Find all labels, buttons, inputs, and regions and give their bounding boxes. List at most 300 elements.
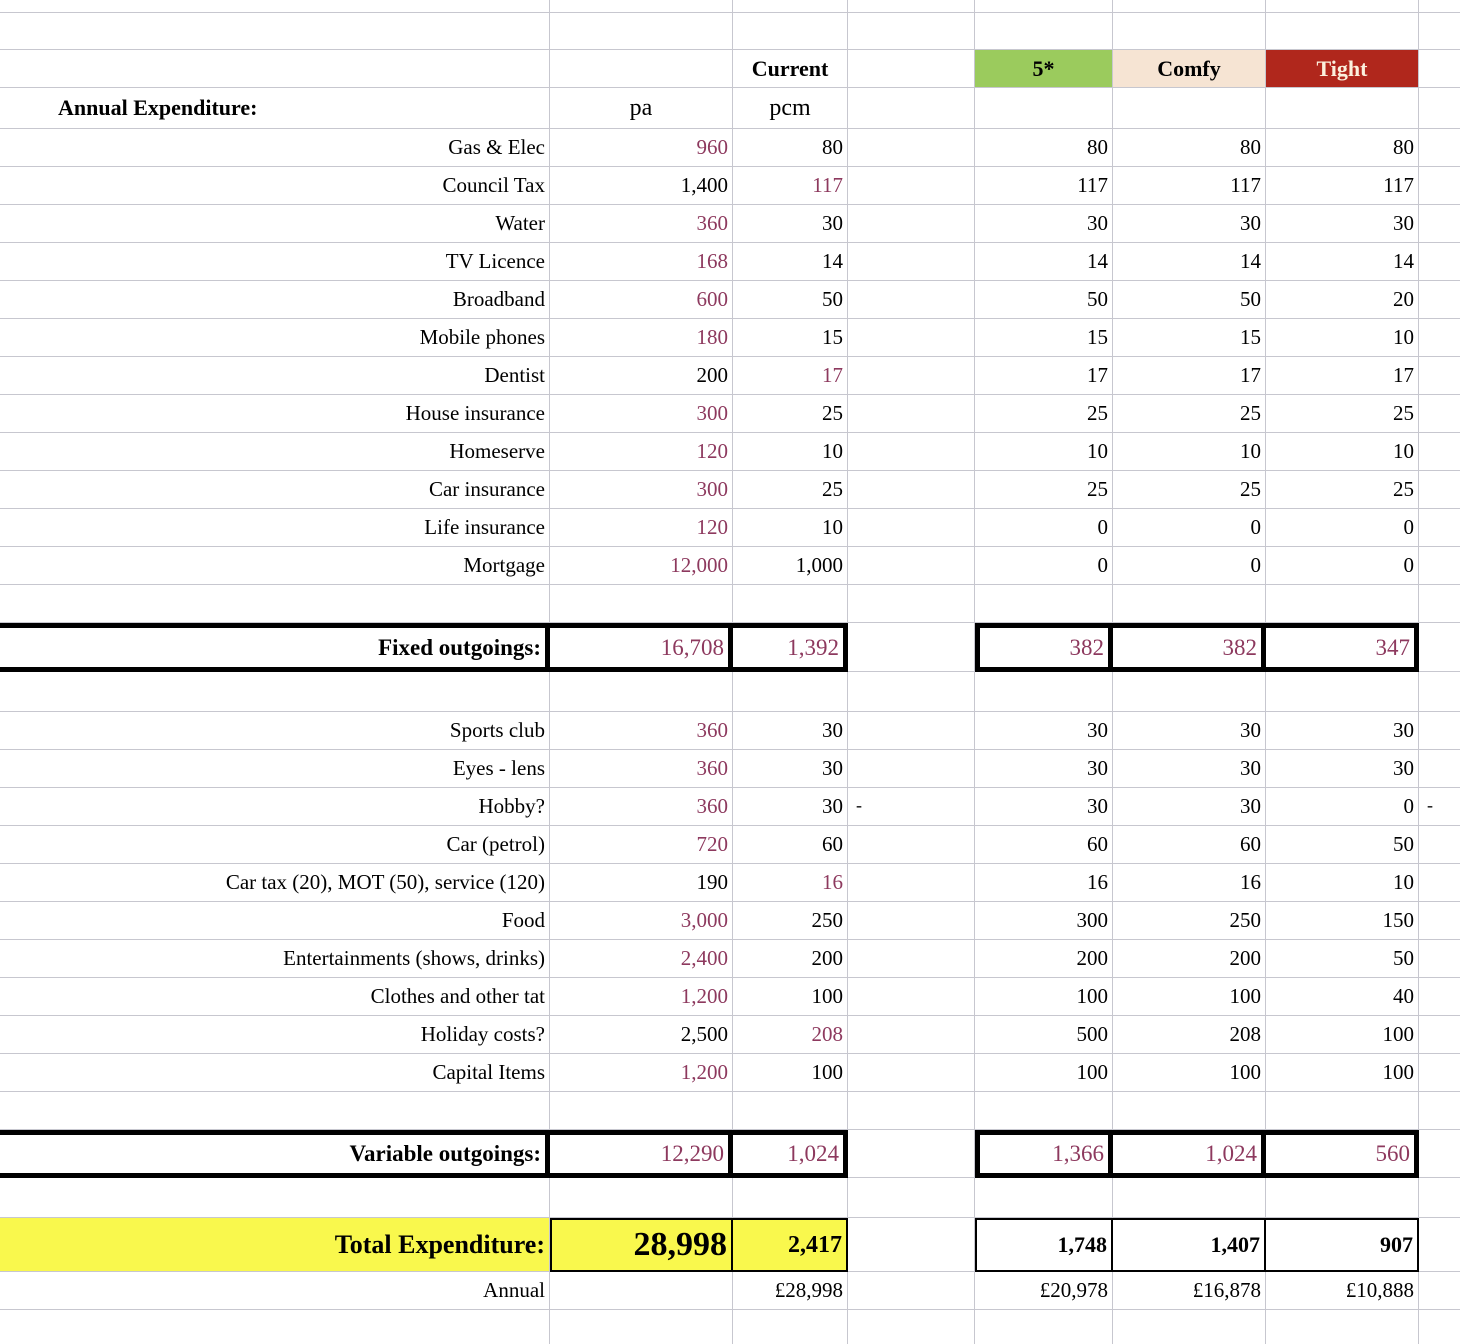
empty-cell	[1113, 13, 1266, 50]
expense-label[interactable]: Hobby?	[0, 788, 550, 826]
pcm-column-header[interactable]: pcm	[733, 88, 848, 129]
spacer-row	[0, 1310, 1460, 1344]
empty-cell	[1419, 750, 1460, 788]
scenario-5star-value[interactable]: 30	[975, 788, 1113, 826]
pcm-value[interactable]: 17	[733, 357, 848, 395]
expense-row	[0, 433, 1460, 471]
pcm-value[interactable]: 1,000	[733, 547, 848, 585]
empty-cell	[1419, 88, 1460, 129]
sheet-title[interactable]: Annual Expenditure:	[0, 88, 550, 129]
pcm-value[interactable]: 50	[733, 281, 848, 319]
empty-cell	[848, 243, 975, 281]
empty-cell	[1419, 471, 1460, 509]
pcm-value[interactable]: 25	[733, 395, 848, 433]
empty-cell	[1419, 585, 1460, 623]
scenario-5star-value[interactable]: 200	[975, 940, 1113, 978]
scenario-comfy-value[interactable]: 30	[1113, 205, 1266, 243]
pcm-value[interactable]: 30	[733, 205, 848, 243]
scenario-comfy-value[interactable]: 16	[1113, 864, 1266, 902]
pa-value[interactable]: 3,000	[550, 902, 733, 940]
pa-value[interactable]: 1,400	[550, 167, 733, 205]
pcm-value[interactable]: 30	[733, 750, 848, 788]
pa-value[interactable]: 200	[550, 357, 733, 395]
pa-value[interactable]: 2,400	[550, 940, 733, 978]
scenario-5star-value[interactable]: 100	[975, 978, 1113, 1016]
fixed-outgoings-label[interactable]: Fixed outgoings:	[0, 623, 550, 672]
scenario-tight-value[interactable]: 80	[1266, 129, 1419, 167]
pa-value[interactable]: 600	[550, 281, 733, 319]
annual-label[interactable]: Annual	[0, 1272, 550, 1310]
scenario-comfy-value[interactable]: 117	[1113, 167, 1266, 205]
total-pa[interactable]: 28,998	[550, 1218, 733, 1272]
scenario-comfy-value[interactable]: 100	[1113, 978, 1266, 1016]
scenario-comfy-value[interactable]: 250	[1113, 902, 1266, 940]
scenario-5star-value[interactable]: 15	[975, 319, 1113, 357]
expense-label[interactable]: Car insurance	[0, 471, 550, 509]
empty-cell	[975, 1310, 1113, 1344]
annual-pcm[interactable]: £28,998	[733, 1272, 848, 1310]
empty-cell	[0, 672, 550, 712]
scenario-tight-value[interactable]: 25	[1266, 471, 1419, 509]
variable-outgoings-row	[0, 1130, 1460, 1178]
pa-value[interactable]: 12,000	[550, 547, 733, 585]
empty-cell	[848, 623, 975, 672]
variable-outgoings-tight[interactable]: 560	[1266, 1130, 1419, 1178]
empty-cell	[848, 433, 975, 471]
empty-cell	[975, 1092, 1113, 1130]
scenario-comfy-value[interactable]: 30	[1113, 788, 1266, 826]
empty-cell	[848, 0, 975, 13]
empty-cell	[1419, 167, 1460, 205]
expense-label[interactable]: Car tax (20), MOT (50), service (120)	[0, 864, 550, 902]
empty-cell	[975, 585, 1113, 623]
scenario-tight-value[interactable]: 30	[1266, 712, 1419, 750]
scenario-tight-value[interactable]: 50	[1266, 826, 1419, 864]
expense-row	[0, 243, 1460, 281]
annual-5star[interactable]: £20,978	[975, 1272, 1113, 1310]
scenario-tight-value[interactable]: 20	[1266, 281, 1419, 319]
empty-cell	[848, 1310, 975, 1344]
spacer-row	[0, 1178, 1460, 1218]
scenario-5star-value[interactable]: 25	[975, 395, 1113, 433]
empty-cell	[1266, 585, 1419, 623]
scenario-tight-value[interactable]: 117	[1266, 167, 1419, 205]
empty-cell	[1419, 1272, 1460, 1310]
pa-value[interactable]: 300	[550, 471, 733, 509]
scenario-comfy-value[interactable]: 0	[1113, 547, 1266, 585]
empty-cell	[0, 1092, 550, 1130]
empty-cell	[848, 672, 975, 712]
empty-cell	[1419, 1130, 1460, 1178]
scenario-5star-value[interactable]: 100	[975, 1054, 1113, 1092]
pcm-value[interactable]: 250	[733, 902, 848, 940]
empty-cell	[848, 88, 975, 129]
empty-cell	[550, 50, 733, 88]
empty-cell	[1419, 50, 1460, 88]
scenario-5star-value[interactable]: 0	[975, 547, 1113, 585]
empty-cell	[848, 1054, 975, 1092]
empty-cell	[848, 1178, 975, 1218]
expense-label[interactable]: Entertainments (shows, drinks)	[0, 940, 550, 978]
empty-cell	[848, 281, 975, 319]
pa-column-header[interactable]: pa	[550, 88, 733, 129]
expense-label[interactable]: Gas & Elec	[0, 129, 550, 167]
scenario-comfy-value[interactable]: 30	[1113, 712, 1266, 750]
scenario-header-row	[0, 50, 1460, 88]
expense-row	[0, 509, 1460, 547]
pa-value[interactable]: 120	[550, 509, 733, 547]
expense-row	[0, 864, 1460, 902]
scenario-tight-value[interactable]: 0	[1266, 509, 1419, 547]
dash-mark[interactable]: -	[1419, 788, 1460, 826]
scenario-5star-value[interactable]: 17	[975, 357, 1113, 395]
expense-label[interactable]: Dentist	[0, 357, 550, 395]
pa-value[interactable]: 1,200	[550, 978, 733, 1016]
scenario-tight-value[interactable]: 0	[1266, 788, 1419, 826]
empty-cell	[848, 13, 975, 50]
empty-cell	[1113, 585, 1266, 623]
fixed-outgoings-pcm[interactable]: 1,392	[733, 623, 848, 672]
empty-cell	[1419, 13, 1460, 50]
empty-cell	[848, 864, 975, 902]
pa-value[interactable]: 180	[550, 319, 733, 357]
empty-cell	[550, 672, 733, 712]
spacer-row	[0, 0, 1460, 13]
empty-cell	[848, 357, 975, 395]
empty-cell	[1266, 1178, 1419, 1218]
empty-cell	[848, 1130, 975, 1178]
scenario-5star-value[interactable]: 0	[975, 509, 1113, 547]
scenario-comfy-value[interactable]: 14	[1113, 243, 1266, 281]
scenario-tight-value[interactable]: 50	[1266, 940, 1419, 978]
dash-mark[interactable]: -	[848, 788, 975, 826]
empty-cell	[1419, 129, 1460, 167]
scenario-comfy-value[interactable]: 25	[1113, 471, 1266, 509]
scenario-tight-value[interactable]: 0	[1266, 547, 1419, 585]
expense-row	[0, 319, 1460, 357]
scenario-tight-value[interactable]: 10	[1266, 433, 1419, 471]
pa-value[interactable]: 190	[550, 864, 733, 902]
expense-row	[0, 395, 1460, 433]
empty-cell	[1113, 1178, 1266, 1218]
empty-cell	[1266, 0, 1419, 13]
total-tight[interactable]: 907	[1266, 1218, 1419, 1272]
empty-cell	[1419, 1016, 1460, 1054]
empty-cell	[1419, 940, 1460, 978]
expense-row	[0, 205, 1460, 243]
empty-cell	[975, 13, 1113, 50]
empty-cell	[975, 1178, 1113, 1218]
empty-cell	[1266, 88, 1419, 129]
expense-label[interactable]: Food	[0, 902, 550, 940]
empty-cell	[1419, 1054, 1460, 1092]
expense-row	[0, 750, 1460, 788]
empty-cell	[550, 1092, 733, 1130]
variable-outgoings-5star[interactable]: 1,366	[975, 1130, 1113, 1178]
scenario-comfy-value[interactable]: 100	[1113, 1054, 1266, 1092]
expense-label[interactable]: Life insurance	[0, 509, 550, 547]
scenario-comfy-value[interactable]: 15	[1113, 319, 1266, 357]
scenario-comfy-value[interactable]: 60	[1113, 826, 1266, 864]
scenario-5star-value[interactable]: 500	[975, 1016, 1113, 1054]
empty-cell	[1113, 0, 1266, 13]
scenario-tight-value[interactable]: 150	[1266, 902, 1419, 940]
fixed-outgoings-tight[interactable]: 347	[1266, 623, 1419, 672]
empty-cell	[550, 585, 733, 623]
scenario-tight-value[interactable]: 100	[1266, 1016, 1419, 1054]
empty-cell	[975, 0, 1113, 13]
scenario-comfy-value[interactable]: 208	[1113, 1016, 1266, 1054]
pcm-value[interactable]: 30	[733, 788, 848, 826]
pcm-value[interactable]: 25	[733, 471, 848, 509]
fixed-outgoings-row	[0, 623, 1460, 672]
pa-value[interactable]: 360	[550, 788, 733, 826]
pcm-value[interactable]: 208	[733, 1016, 848, 1054]
scenario-tight-value[interactable]: 10	[1266, 864, 1419, 902]
expense-label[interactable]: Broadband	[0, 281, 550, 319]
pa-value[interactable]: 360	[550, 750, 733, 788]
empty-cell	[0, 50, 550, 88]
empty-cell	[848, 471, 975, 509]
expense-label[interactable]: Eyes - lens	[0, 750, 550, 788]
expense-label[interactable]: Water	[0, 205, 550, 243]
pa-value[interactable]: 120	[550, 433, 733, 471]
variable-outgoings-label[interactable]: Variable outgoings:	[0, 1130, 550, 1178]
expense-label[interactable]: Capital Items	[0, 1054, 550, 1092]
scenario-5star-header[interactable]: 5*	[975, 50, 1113, 88]
scenario-5star-value[interactable]: 60	[975, 826, 1113, 864]
variable-outgoings-pa[interactable]: 12,290	[550, 1130, 733, 1178]
empty-cell	[1113, 1310, 1266, 1344]
empty-cell	[848, 319, 975, 357]
scenario-comfy-value[interactable]: 200	[1113, 940, 1266, 978]
empty-cell	[848, 205, 975, 243]
empty-cell	[1419, 0, 1460, 13]
pcm-value[interactable]: 100	[733, 1054, 848, 1092]
empty-cell	[1419, 281, 1460, 319]
empty-cell	[848, 1272, 975, 1310]
total-comfy[interactable]: 1,407	[1113, 1218, 1266, 1272]
variable-outgoings-pcm[interactable]: 1,024	[733, 1130, 848, 1178]
annual-row	[0, 1272, 1460, 1310]
total-5star[interactable]: 1,748	[975, 1218, 1113, 1272]
pa-value[interactable]: 2,500	[550, 1016, 733, 1054]
scenario-comfy-value[interactable]: 10	[1113, 433, 1266, 471]
pcm-value[interactable]: 100	[733, 978, 848, 1016]
empty-cell	[733, 585, 848, 623]
empty-cell	[848, 1218, 975, 1272]
pcm-value[interactable]: 80	[733, 129, 848, 167]
empty-cell	[848, 978, 975, 1016]
current-column-header[interactable]: Current	[733, 50, 848, 88]
expense-row	[0, 788, 1460, 826]
empty-cell	[1419, 902, 1460, 940]
empty-cell	[1113, 672, 1266, 712]
expense-row	[0, 129, 1460, 167]
expense-label[interactable]: Clothes and other tat	[0, 978, 550, 1016]
scenario-5star-value[interactable]: 14	[975, 243, 1113, 281]
expense-label[interactable]: TV Licence	[0, 243, 550, 281]
empty-cell	[848, 129, 975, 167]
scenario-5star-value[interactable]: 30	[975, 750, 1113, 788]
scenario-5star-value[interactable]: 300	[975, 902, 1113, 940]
pa-value[interactable]: 960	[550, 129, 733, 167]
pa-value[interactable]: 720	[550, 826, 733, 864]
empty-cell	[1266, 1310, 1419, 1344]
pcm-value[interactable]: 10	[733, 509, 848, 547]
pa-value[interactable]: 360	[550, 205, 733, 243]
scenario-5star-value[interactable]: 10	[975, 433, 1113, 471]
expense-row	[0, 1016, 1460, 1054]
scenario-5star-value[interactable]: 30	[975, 205, 1113, 243]
scenario-5star-value[interactable]: 30	[975, 712, 1113, 750]
expense-label[interactable]: Mortgage	[0, 547, 550, 585]
annual-tight[interactable]: £10,888	[1266, 1272, 1419, 1310]
scenario-tight-value[interactable]: 14	[1266, 243, 1419, 281]
variable-outgoings-comfy[interactable]: 1,024	[1113, 1130, 1266, 1178]
spacer-row	[0, 13, 1460, 50]
empty-cell	[848, 509, 975, 547]
empty-cell	[1419, 205, 1460, 243]
scenario-tight-value[interactable]: 10	[1266, 319, 1419, 357]
empty-cell	[1419, 1310, 1460, 1344]
empty-cell	[1113, 88, 1266, 129]
pcm-value[interactable]: 117	[733, 167, 848, 205]
column-header-row	[0, 88, 1460, 129]
pa-value[interactable]: 360	[550, 712, 733, 750]
expense-label[interactable]: Mobile phones	[0, 319, 550, 357]
expense-label[interactable]: Sports club	[0, 712, 550, 750]
scenario-comfy-value[interactable]: 80	[1113, 129, 1266, 167]
expense-row	[0, 902, 1460, 940]
expense-row	[0, 978, 1460, 1016]
empty-cell	[1419, 395, 1460, 433]
scenario-tight-value[interactable]: 40	[1266, 978, 1419, 1016]
expense-row	[0, 471, 1460, 509]
scenario-tight-value[interactable]: 30	[1266, 750, 1419, 788]
fixed-outgoings-comfy[interactable]: 382	[1113, 623, 1266, 672]
empty-cell	[1266, 13, 1419, 50]
expense-label[interactable]: Car (petrol)	[0, 826, 550, 864]
expense-row	[0, 826, 1460, 864]
empty-cell	[1419, 433, 1460, 471]
scenario-5star-value[interactable]: 16	[975, 864, 1113, 902]
empty-cell	[848, 826, 975, 864]
pcm-value[interactable]: 30	[733, 712, 848, 750]
empty-cell	[550, 13, 733, 50]
empty-cell	[1419, 319, 1460, 357]
empty-cell	[848, 712, 975, 750]
spacer-row	[0, 672, 1460, 712]
pcm-value[interactable]: 10	[733, 433, 848, 471]
empty-cell	[0, 1178, 550, 1218]
scenario-comfy-value[interactable]: 30	[1113, 750, 1266, 788]
scenario-5star-value[interactable]: 50	[975, 281, 1113, 319]
empty-cell	[1113, 1092, 1266, 1130]
pcm-value[interactable]: 60	[733, 826, 848, 864]
scenario-tight-value[interactable]: 17	[1266, 357, 1419, 395]
empty-cell	[1419, 1092, 1460, 1130]
empty-cell	[0, 1310, 550, 1344]
pcm-value[interactable]: 16	[733, 864, 848, 902]
pcm-value[interactable]: 15	[733, 319, 848, 357]
empty-cell	[1266, 672, 1419, 712]
empty-cell	[1419, 978, 1460, 1016]
empty-cell	[848, 547, 975, 585]
fixed-outgoings-5star[interactable]: 382	[975, 623, 1113, 672]
pcm-value[interactable]: 14	[733, 243, 848, 281]
empty-cell	[1419, 712, 1460, 750]
empty-cell	[975, 672, 1113, 712]
spacer-row	[0, 1092, 1460, 1130]
empty-cell	[733, 1092, 848, 1130]
pa-value[interactable]: 300	[550, 395, 733, 433]
scenario-tight-value[interactable]: 25	[1266, 395, 1419, 433]
expense-row	[0, 357, 1460, 395]
empty-cell	[1419, 1178, 1460, 1218]
empty-cell	[0, 13, 550, 50]
empty-cell	[848, 50, 975, 88]
pa-value[interactable]: 1,200	[550, 1054, 733, 1092]
scenario-5star-value[interactable]: 25	[975, 471, 1113, 509]
total-pcm[interactable]: 2,417	[733, 1218, 848, 1272]
scenario-5star-value[interactable]: 80	[975, 129, 1113, 167]
annual-comfy[interactable]: £16,878	[1113, 1272, 1266, 1310]
empty-cell	[550, 1310, 733, 1344]
pa-value[interactable]: 168	[550, 243, 733, 281]
empty-cell	[1266, 1092, 1419, 1130]
pcm-value[interactable]: 200	[733, 940, 848, 978]
fixed-outgoings-pa[interactable]: 16,708	[550, 623, 733, 672]
total-expenditure-label[interactable]: Total Expenditure:	[0, 1218, 550, 1272]
empty-cell	[733, 1310, 848, 1344]
scenario-comfy-value[interactable]: 17	[1113, 357, 1266, 395]
empty-cell	[1419, 1218, 1460, 1272]
empty-cell	[1419, 509, 1460, 547]
scenario-5star-value[interactable]: 117	[975, 167, 1113, 205]
scenario-comfy-value[interactable]: 0	[1113, 509, 1266, 547]
scenario-tight-header[interactable]: Tight	[1266, 50, 1419, 88]
empty-cell	[848, 1016, 975, 1054]
scenario-tight-value[interactable]: 100	[1266, 1054, 1419, 1092]
empty-cell	[1419, 826, 1460, 864]
expense-row	[0, 940, 1460, 978]
expense-label[interactable]: Council Tax	[0, 167, 550, 205]
empty-cell	[1419, 623, 1460, 672]
expense-label[interactable]: House insurance	[0, 395, 550, 433]
empty-cell	[733, 13, 848, 50]
expense-row	[0, 1054, 1460, 1092]
empty-cell	[1419, 672, 1460, 712]
empty-cell	[733, 672, 848, 712]
expense-label[interactable]: Holiday costs?	[0, 1016, 550, 1054]
empty-cell	[848, 585, 975, 623]
empty-cell	[550, 1178, 733, 1218]
scenario-comfy-header[interactable]: Comfy	[1113, 50, 1266, 88]
empty-cell	[848, 1092, 975, 1130]
scenario-comfy-value[interactable]: 25	[1113, 395, 1266, 433]
empty-cell	[550, 0, 733, 13]
expense-label[interactable]: Homeserve	[0, 433, 550, 471]
scenario-tight-value[interactable]: 30	[1266, 205, 1419, 243]
empty-cell	[1419, 864, 1460, 902]
spacer-row	[0, 585, 1460, 623]
empty-cell	[848, 395, 975, 433]
empty-cell	[848, 750, 975, 788]
scenario-comfy-value[interactable]: 50	[1113, 281, 1266, 319]
expense-row	[0, 281, 1460, 319]
empty-cell	[733, 0, 848, 13]
